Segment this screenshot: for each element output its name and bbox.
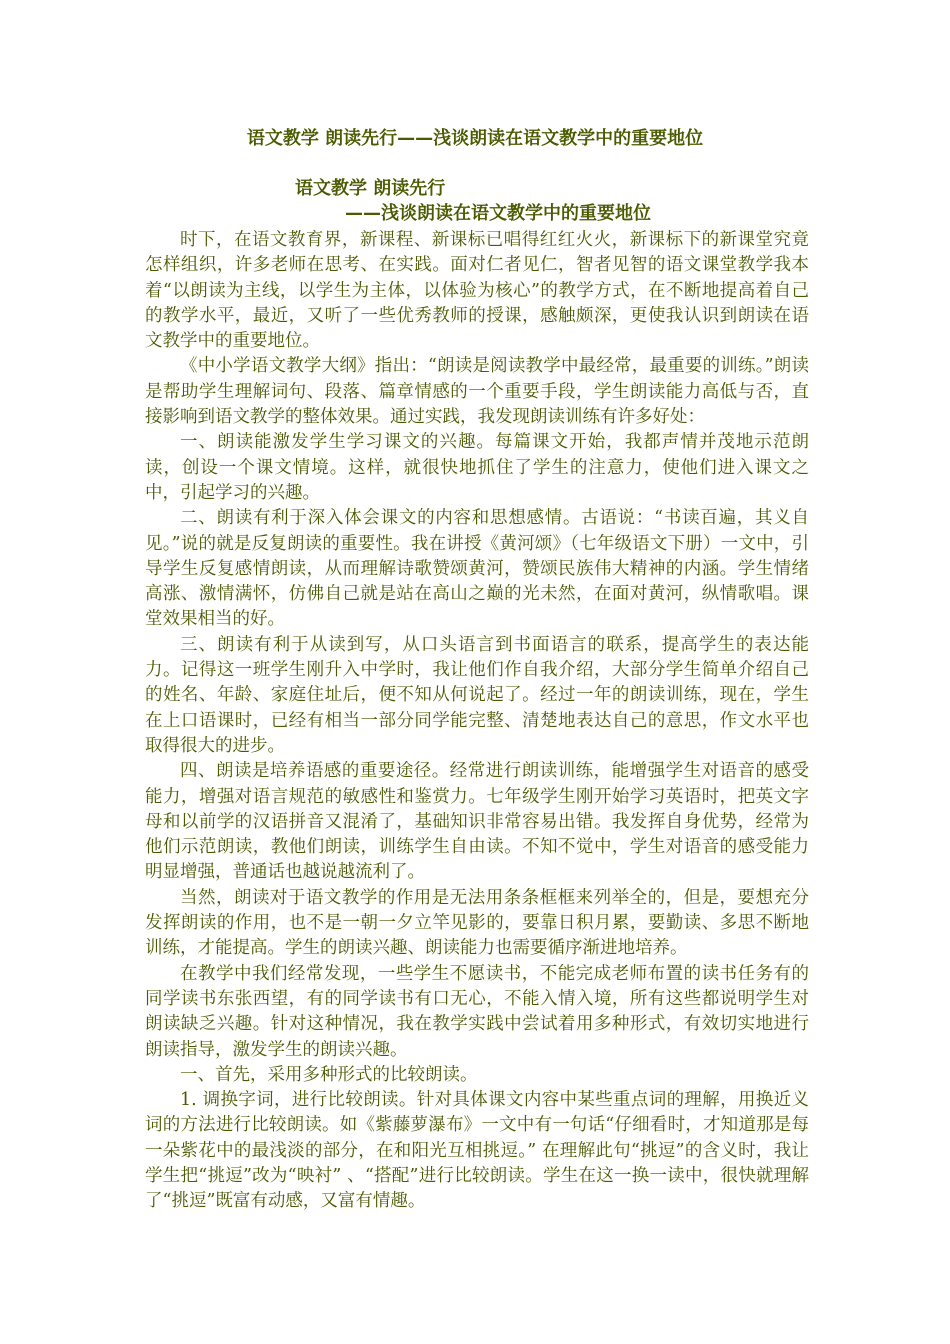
paragraph: 当然，朗读对于语文教学的作用是无法用条条框框来列举全的，但是，要想充分发挥朗读的作用，也不是一朝一夕立竿见影的，要靠日积月累，要勤读、多思不断地训练，才能提高。学生的朗读兴趣、朗读能力也需要循序渐进地培养。 [145,887,809,959]
paragraph: 《中小学语文教学大纲》指出：“朗读是阅读教学中最经常，最重要的训练。”朗读是帮助学生理解词句、段落、篇章情感的一个重要手段，学生朗读能力高低与否，直接影响到语文教学的整体效果。通过实践，我发现朗读训练有许多好处： [145,356,809,428]
paragraph: 一、朗读能激发学生学习课文的兴趣。每篇课文开始，我都声情并茂地示范朗读，创设一个课文情境。这样，就很快地抓住了学生的注意力，使他们进入课文之中，引起学习的兴趣。 [145,432,809,503]
paragraph: 时下，在语文教育界，新课程、新课标已唱得红红火火，新课标下的新课堂究竟怎样组织，许多老师在思考、在实践。面对仁者见仁，智者见智的语文课堂教学我本着“以朗读为主线，以学生为主体，以体验为核心”的教学方式，在不断地提高着自己的教学水平，最近，又听了一些优秀教师的授课，感触颇深，更使我认识到朗读在语文教学中的重要地位。 [145,230,809,352]
paragraph: 三、朗读有利于从读到写，从口头语言到书面语言的联系，提高学生的表达能力。记得这一班学生刚升入中学时，我让他们作自我介绍，大部分学生简单介绍自己的姓名、年龄、家庭住址后，便不知从何说起了。经过一年的朗读训练，现在，学生在上口语课时，已经有相当一部分同学能完整、清楚地表达自己的意思，作文水平也取得很大的进步。 [145,634,809,756]
paragraph: 四、朗读是培养语感的重要途径。经常进行朗读训练，能增强学生对语音的感受能力，增强对语言规范的敏感性和鉴赏力。七年级学生刚开始学习英语时，把英文字母和以前学的汉语拼音又混淆了，基础知识非常容易出错。我发挥自身优势，经常为他们示范朗读，教他们朗读，训练学生自由读。不知不觉中，学生对语音的感受能力明显增强，普通话也越说越流利了。 [145,761,809,883]
paragraph: 在教学中我们经常发现，一些学生不愿读书，不能完成老师布置的读书任务有的同学读书东张西望，有的同学读书有口无心，不能入情入境，所有这些都说明学生对朗读缺乏兴趣。针对这种情况，我在教学实践中尝试着用多种形式，有效切实地进行朗读指导，激发学生的朗读兴趣。 [145,963,809,1060]
article-heading-line2: ——浅谈朗读在语文教学中的重要地位 [345,203,651,224]
paragraph: 一、首先，采用多种形式的比较朗读。 [180,1064,478,1085]
paragraph: 1. 调换字词，进行比较朗读。针对具体课文内容中某些重点词的理解，用换近义词的方法进行比较朗读。如《紫藤萝瀑布》一文中有一句话“仔细看时，才知道那是每一朵紫花中的最浅淡的部分，在和阳光互相挑逗。” 在理解此句“挑逗”的含义时，我让学生把“挑逗”改为“映衬” 、“搭配”进行比较朗读。学生在这一换一读中，很快就理解了“挑逗”既富有动感，又富有情趣。 [145,1090,809,1212]
article-body [145,228,809,1215]
article-heading-line1: 语文教学 朗读先行 [295,178,446,199]
document-title: 语文教学 朗读先行——浅谈朗读在语文教学中的重要地位 [246,128,704,149]
paragraph: 二、朗读有利于深入体会课文的内容和思想感情。古语说：“书读百遍，其义自见。”说的就是反复朗读的重要性。我在讲授《黄河颂》（七年级语文下册）一文中，引导学生反复感情朗读，从而理解诗歌赞颂黄河，赞颂民族伟大精神的内涵。学生情绪高涨、激情满怀，仿佛自己就是站在高山之巅的光未然，在面对黄河，纵情歌唱。课堂效果相当的好。 [145,508,809,630]
